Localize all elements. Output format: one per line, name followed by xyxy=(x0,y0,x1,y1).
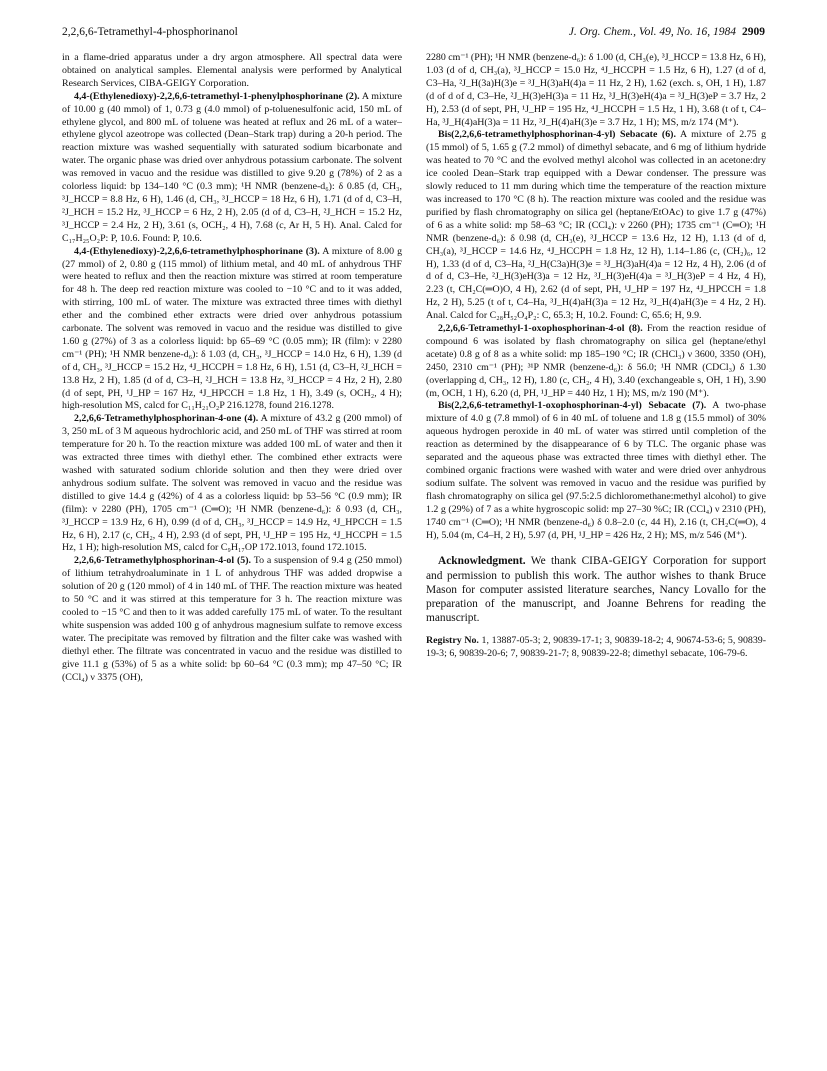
section-heading: 2,2,6,6-Tetramethylphosphorinan-4-ol (5). xyxy=(74,555,251,567)
page-number: 2909 xyxy=(742,26,765,38)
paragraph: 2,2,6,6-Tetramethylphosphorinan-4-ol (5). To a suspension of 9.4 g (250 mmol) of lithium tetrahydroaluminate in 1 L of anhydrous THF was added dropwise a solution of 20 g (120 mmol) of 4 in 140 mL of THF. The reaction mixture was heated to 50 °C and it was stirred at this temperature for 3 h. The reaction mixture was cooled to −15 °C and then to it was added carefully 175 mL of water. To the resultant white suspension was added 100 g of anhydrous magnesium sulfate to remove excess water. The precipitate was removed by filtration and the filter cake was washed with diethyl ether. The filtrate was concentrated in vacuo and the residue was distilled to give 11.1 g (53%) of 5 as a white solid: bp 60–64 °C (0.3 mm); mp 47–50 °C; IR (CCl₄) ν 3375 (OH), xyxy=(62,555,402,683)
paragraph: 2,2,6,6-Tetramethyl-1-oxophosphorinan-4-ol (8). From the reaction residue of compound 6 was isolated by flash chromatography on silica gel (heptane/ethyl acetate) 0.8 g of 8 as a white solid: mp 185–190 °C; IR (CHCl₃) ν 3600, 3350 (OH), 2450, 2310 cm⁻¹ (PH); ³¹P NMR (benzene-d₆): δ 56.0; ¹H NMR (CDCl₃) δ 1.30 (overlapping d, CH₃, 12 H), 1.80 (c, CH₂, 4 H), 3.40 (exchangeable s, OH, 1 H), 3.90 (m, OCH, 1 H), 6.20 (d, PH, ¹J_HP = 440 Hz, 1 H); MS, m/z 190 (M⁺). xyxy=(426,323,766,399)
paragraph: in a flame-dried apparatus under a dry argon atmosphere. All spectral data were obtained on analytical samples. Elemental analysis were performed by Analytical Research Services, CIBA-GEIGY Corporation. xyxy=(62,52,402,89)
paragraph: 4,4-(Ethylenedioxy)-2,2,6,6-tetramethylphosphorinane (3). A mixture of 8.00 g (27 mmol) of 2, 0.80 g (115 mmol) of lithium metal, and 40 mL of anhydrous THF were heated to reflux and then the reaction mixture was stirred at room temperature for 48 h. The deep red reaction mixture was cooled to −10 °C and to it was added, with stirring, 100 mL of water. The mixture was extracted three times with diethyl ether and the combined ether extracts were dried over anhydrous potassium carbonate. The solvent was removed in vacuo and the residue was distilled to give 1.60 g (27%) of 3 as a colorless liquid: bp 65–69 °C (0.05 mm); IR (film): ν 2280 cm⁻¹ (PH); ¹H NMR benzene-d₆): δ 1.03 (d, CH₃, ³J_HCCP = 14.0 Hz, 6 H), 1.39 (d of d, CH₃, ³J_HCCP = 15.2 Hz, ⁴J_HCCPH = 1.8 Hz, 6 H), 1.51 (d, C3–H, ²J_HCH = 13.8 Hz, 2 H), 1.85 (d of d, C3–H, ²J_HCH = 13.8 Hz, ³J_HCCP = 4 Hz, 2 H), 2.80 (d of sept, PH, ¹J_HP = 167 Hz, ⁴J_HPCCH = 1.8 Hz, 1 H), 3.49 (s, OCH₂, 4 H); high-resolution MS, calcd for C₁₁H₂₁O₂P 216.1278, found 216.1278. xyxy=(62,245,403,412)
paragraph: 2,2,6,6-Tetramethylphosphorinan-4-one (4). A mixture of 43.2 g (200 mmol) of 3, 250 mL of 3 M aqueous hydrochloric acid, and 250 mL of THF was stirred at room temperature for 20 h. To the reaction mixture was added 100 mL of water and then it was extracted three times with diethyl ether. The combined ether extracts were washed with saturated sodium chloride solution and then they were dried over anhydrous sodium sulfate. The solvent was removed in vacuo and the residue was distilled to give 14.4 g (42%) of 4 as a colorless liquid: bp 53–56 °C (0.9 mm); IR (film): ν 2280 (PH), 1705 cm⁻¹ (C═O); ¹H NMR (benzene-d₆): δ 0.93 (d, CH₃, ³J_HCCP = 13.9 Hz, 6 H), 0.99 (d of d, CH₃, ³J_HCCP = 14.9 Hz, ⁴J_HPCCH = 1.5 Hz, 6 H), 2.17 (c, CH₂, 4 H), 2.93 (d of sept, PH, ¹J_HP = 195 Hz, ⁴J_HCCPH = 1.5 Hz, 1 H); high-resolution MS, calcd for C₉H₁₇OP 172.1013, found 172.1015. xyxy=(62,413,403,554)
section-heading: 2,2,6,6-Tetramethyl-1-oxophosphorinan-4-ol (8). xyxy=(438,323,643,335)
registry-heading: Registry No. xyxy=(426,635,479,647)
left-column xyxy=(62,52,402,684)
acknowledgment: Acknowledgment. We thank CIBA-GEIGY Corporation for support and permission to publish this work. The author wishes to thank Bruce Mason for computer assisted literature searches, Nancy Lovallo for the preparation of the manuscript, and Joanne Behrens for reading the manuscript. xyxy=(426,555,766,625)
registry-numbers: Registry No. 1, 13887-05-3; 2, 90839-17-1; 3, 90839-18-2; 4, 90674-53-6; 5, 90839-19-3; 6, 90839-20-6; 7, 90839-21-7; 8, 90839-22-8; dimethyl sebacate, 106-79-6. xyxy=(426,635,766,660)
paragraph: 4,4-(Ethylenedioxy)-2,2,6,6-tetramethyl-1-phenylphosphorinane (2). A mixture of 10.00 g (40 mmol) of 1, 0.73 g (4.0 mmol) of p-toluenesulfonic acid, 150 mL of ethylene glycol, and 800 mL of toluene was heated at reflux and 26 mL of a water–ethylene glycol azeotrope was collected (Dean–Stark trap) during a 20-h period. The reaction mixture was washed sequentially with saturated sodium bicarbonate and water. The organic phase was dried over anhydrous potassium carbonate. The solvent was removed in vacuo and the residue was distilled to give 9.20 g (78%) of 2 as a colorless liquid: bp 134–140 °C (0.3 mm); ¹H NMR (benzene-d₆): δ 0.85 (d, CH₃, ³J_HCCP = 8.8 Hz, 6 H), 1.46 (d, CH₃, ³J_HCCP = 18 Hz, 6 H), 1.71 (d of d, C3–H, ²J_HCH = 15.2 Hz, ³J_HCCP = 6 Hz, 2 H), 2.05 (d of d, C3–H, ²J_HCH = 15.2 Hz, ³J_HCCP = 2.4 Hz, 2 H), 3.61 (s, OCH₂, 4 H), 7.68 (c, Ar H, 5 H). Anal. Calcd for C₁₇H₂₅O₂P: P, 10.6. Found: P, 10.6. xyxy=(62,90,402,244)
running-title: 2,2,6,6-Tetramethyl-4-phosphorinanol xyxy=(62,26,238,38)
right-column xyxy=(426,52,766,661)
section-heading: 4,4-(Ethylenedioxy)-2,2,6,6-tetramethylphosphorinane (3). xyxy=(74,245,320,257)
journal-citation xyxy=(569,26,765,38)
acknowledgment-heading: Acknowledgment. xyxy=(438,555,526,568)
journal-name: J. Org. Chem., Vol. 49, No. 16, 1984 xyxy=(568,26,736,38)
paragraph: 2280 cm⁻¹ (PH); ¹H NMR (benzene-d₆): δ 1.00 (d, CH₃(e), ³J_HCCP = 13.8 Hz, 6 H), 1.03 (d of d, CH₃(a), ³J_HCCP = 15.0 Hz, ⁴J_HCCPH = 1.5 Hz, 6 H), 1.27 (d of d, C3–Ha, ²J_H(3a)H(3)e = ³J_H(3)aH(4)a = 11 Hz, 2 H), 1.62 (exch. s, OH, 1 H), 1.87 (d of d of d, C3–He, ²J_H(3)eH(3)a = 11 Hz, ³J_H(3)eH(4)a = ³J_H(3)eP = 3.7 Hz, 2 H), 2.53 (d of sept, PH, ¹J_HP = 195 Hz, ⁴J_HCCPH = 1.5 Hz, 1 H), 3.68 (t of t, C4–Ha, ³J_H(4)aH(3)a = 11 Hz, ³J_H(4)aH(3)e = 3.7 Hz, 1 H); MS, m/z 174 (M⁺). xyxy=(426,52,766,128)
page-header xyxy=(62,26,765,42)
paragraph: Bis(2,2,6,6-tetramethylphosphorinan-4-yl) Sebacate (6). A mixture of 2.75 g (15 mmol) of 5, 1.65 g (7.2 mmol) of dimethyl sebacate, and 6 mg of lithium hydride was heated to 70 °C and the evolved methyl alcohol was collected in an acetone:dry ice cooled Dean–Stark trap equipped with a Dewar condenser. The pressure was slowly reduced to 11 mm during which time the temperature of the reaction mixture was increased to 170 °C (8 h). The reaction mixture was cooled and the residue was purified by flash chromatography on silica gel (heptane/EtOAc) to give 1.7 g (47%) of 6 as a white solid: mp 58–63 °C; IR (CCl₄): ν 2260 (PH); 1735 cm⁻¹ (C═O); ¹H NMR (benzene-d₆): δ 0.98 (d, CH₃(e), ³J_HCCP = 13.6 Hz, 12 H), 1.13 (d of d, CH₃(a), ³J_HCCP = 14.6 Hz, ⁴J_HCCPH = 1.8 Hz, 12 H), 1.14–1.86 (c, (CH₂)₆, 12 H), 1.33 (d of d, C3–Ha, ²J_H(C3a)H(3)e = ³J_H(3)aH(4)a = 12 Hz, 4 H), 2.06 (d of d of d, C3–He, ²J_H(3)eH(3)a = 12 Hz, ³J_H(3)eH(4)a = ³J_H(3)eP = 4 Hz, 4 H), 2.23 (t, CH₂C(═O)O, 4 H), 2.62 (d of sept, PH, ¹J_HP = 197 Hz, ⁴J_HPCCH = 1.8 Hz, 2 H), 5.25 (t of t, C4–Ha, ³J_H(4)aH(3)a = 12 Hz, ³J_H(4)aH(3)e = 4 Hz, 2 H). Anal. Calcd for C₂₈H₅₂O₄P₂: C, 65.3; H, 10.2. Found: C, 65.6; H, 9.9. xyxy=(426,129,767,322)
section-heading: 4,4-(Ethylenedioxy)-2,2,6,6-tetramethyl-1-phenylphosphorinane (2). xyxy=(74,90,360,102)
section-heading: 2,2,6,6-Tetramethylphosphorinan-4-one (4). xyxy=(74,413,259,425)
paragraph: Bis(2,2,6,6-tetramethyl-1-oxophosphorinan-4-yl) Sebacate (7). A two-phase mixture of 4.0 g (7.8 mmol) of 6 in 40 mL of toluene and 1.8 g (15.5 mmol) of 30% aqueous hydrogen peroxide in 40 mL of water was stirred until completion of the reaction as determined by the disappearance of 6 by TLC. The organic phase was separated and the aqueous phase was extracted three times with diethyl ether. The combined organic fractions were washed with water and were dried over anhydrous sodium sulfate. The solvent was removed in vacuo and the residue was purified by flash chromatography on silica gel (97.5:2.5 dichloromethane:methyl alcohol) to give 1.2 g (29%) of 7 as a white hygroscopic solid: mp 27–30 %C; IR (CCl₄) ν 2310 (PH), 1740 cm⁻¹ (C═O); ¹H NMR (benzene-d₆) δ 0.8–2.0 (c, 44 H), 2.16 (t, CH₂C(═O), 4 H), 5.04 (m, C4–H, 2 H), 5.97 (d, PH, ¹J_HP = 426 Hz, 2 H); MS, m/z 546 (M⁺). xyxy=(426,400,766,541)
section-heading: Bis(2,2,6,6-tetramethylphosphorinan-4-yl) Sebacate (6). xyxy=(438,129,676,141)
section-heading: Bis(2,2,6,6-tetramethyl-1-oxophosphorinan-4-yl) Sebacate (7). xyxy=(438,400,707,412)
